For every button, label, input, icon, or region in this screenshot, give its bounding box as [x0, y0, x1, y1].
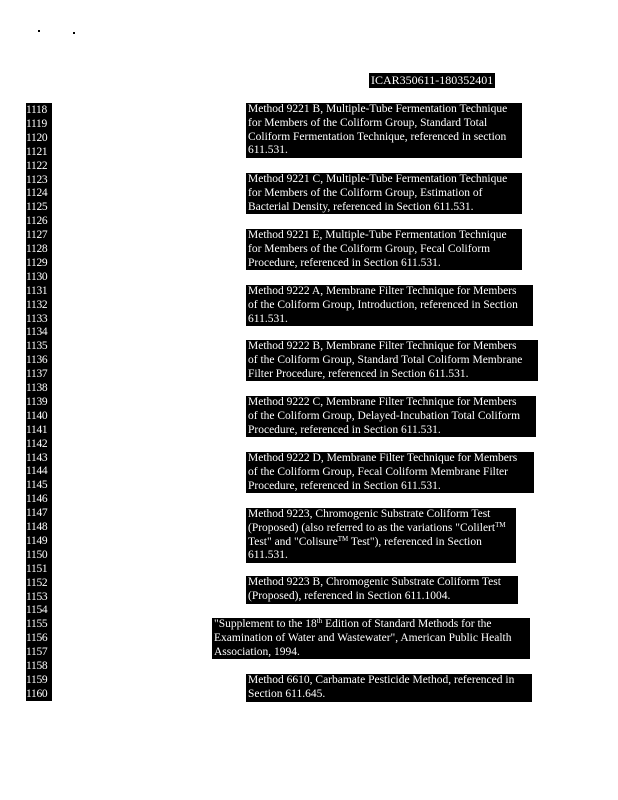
entry-line: of the Coliform Group, Introduction, referenced in Section: [248, 298, 518, 311]
entry-line-text: Edition of Standard Methods for the: [322, 618, 492, 630]
line-number: 1146: [26, 492, 52, 506]
entry-line: (Proposed), referenced in Section 611.1004.: [248, 589, 451, 602]
line-number: 1123: [26, 173, 52, 187]
entry-line: for Members of the Coliform Group, Estimation of: [248, 186, 483, 199]
line-number: 1154: [26, 603, 52, 617]
line-number: 1149: [26, 534, 52, 548]
line-number: 1141: [26, 423, 52, 437]
entry-line: 611.531.: [248, 144, 288, 157]
scan-speck: [73, 32, 75, 34]
reference-entry: [246, 229, 522, 270]
entry-line: Method 9222 A, Membrane Filter Technique for Members: [248, 285, 517, 297]
line-number: 1127: [26, 228, 52, 242]
line-number: 1160: [26, 687, 52, 701]
trademark-mark: TM: [495, 520, 506, 529]
line-number: 1126: [26, 214, 52, 228]
reference-entry: [246, 508, 516, 563]
entry-line-text: Test" and "Colisure: [248, 535, 338, 548]
ordinal-suffix: th: [316, 618, 323, 625]
line-number: 1156: [26, 631, 52, 645]
line-number: 1147: [26, 506, 52, 520]
entry-line: Method 6610, Carbamate Pesticide Method, referenced in: [248, 674, 515, 686]
line-number: 1159: [26, 673, 52, 687]
line-number: 1134: [26, 325, 52, 339]
entry-line: Method 9222 D, Membrane Filter Technique for Members: [248, 452, 518, 464]
entry-line: [248, 522, 514, 536]
reference-entry: [246, 340, 538, 381]
entry-line: Method 9222 C, Membrane Filter Technique for Members: [248, 396, 517, 408]
line-number: 1132: [26, 298, 52, 312]
scan-speck: [38, 30, 40, 32]
line-number: 1144: [26, 464, 52, 478]
entry-line: [248, 536, 514, 550]
line-number: 1137: [26, 367, 52, 381]
trademark-mark: TM: [337, 534, 349, 543]
entry-line: Section 611.645.: [248, 687, 326, 700]
reference-entry: [246, 396, 536, 437]
entry-line: Bacterial Density, referenced in Section 611.531.: [248, 200, 474, 213]
entry-line: Filter Procedure, referenced in Section 611.531.: [248, 367, 469, 380]
entry-line: of the Coliform Group, Standard Total Coliform Membrane: [248, 353, 523, 366]
line-number: 1158: [26, 659, 52, 673]
entry-line: Method 9221 B, Multiple-Tube Fermentation Technique: [248, 103, 508, 115]
entry-line: Coliform Fermentation Technique, referenced in section: [248, 130, 507, 143]
reference-entry: [246, 173, 522, 214]
line-number: 1145: [26, 478, 52, 492]
entry-line: Procedure, referenced in Section 611.531.: [248, 479, 441, 492]
line-number: 1118: [26, 103, 52, 117]
line-number: 1148: [26, 520, 52, 534]
entry-line: Method 9221 E, Multiple-Tube Fermentation Technique: [248, 229, 507, 241]
line-number: 1122: [26, 159, 52, 173]
entry-line: Method 9223, Chromogenic Substrate Coliform Test: [248, 508, 491, 520]
line-number: 1140: [26, 409, 52, 423]
entry-line: 611.531.: [248, 312, 288, 325]
line-number: 1138: [26, 381, 52, 395]
line-number: 1133: [26, 312, 52, 326]
line-number: 1150: [26, 548, 52, 562]
entry-line: 611.531.: [248, 549, 288, 562]
line-number: 1131: [26, 284, 52, 298]
entry-line: of the Coliform Group, Delayed-Incubation Total Coliform: [248, 409, 521, 422]
reference-entry: [246, 576, 518, 604]
entry-line: Procedure, referenced in Section 611.531.: [248, 256, 441, 269]
entry-line: Examination of Water and Wastewater", American Public Health: [214, 631, 512, 644]
entry-line-text: "Supplement to the 18: [214, 618, 317, 630]
entry-line-text: Test"), referenced in Section: [348, 535, 482, 548]
reference-entry: [246, 103, 522, 158]
reference-entry: [212, 618, 530, 659]
entry-line: [214, 618, 528, 632]
line-number: 1121: [26, 145, 52, 159]
line-number: 1119: [26, 117, 52, 131]
line-number: 1125: [26, 200, 52, 214]
line-number: 1152: [26, 576, 52, 590]
line-number: 1139: [26, 395, 52, 409]
line-number: 1157: [26, 645, 52, 659]
entry-line: Method 9221 C, Multiple-Tube Fermentation Technique: [248, 173, 508, 185]
entry-line: Method 9222 B, Membrane Filter Technique for Members: [248, 340, 517, 352]
entry-line: of the Coliform Group, Fecal Coliform Membrane Filter: [248, 465, 508, 478]
entry-line-text: (Proposed) (also referred to as the variations "Colilert: [248, 521, 496, 534]
line-number: 1143: [26, 451, 52, 465]
entry-line: for Members of the Coliform Group, Fecal Coliform: [248, 242, 491, 255]
reference-entry: [246, 674, 532, 702]
line-number: 1142: [26, 437, 52, 451]
line-number: 1136: [26, 353, 52, 367]
line-number: 1124: [26, 186, 52, 200]
line-number: 1151: [26, 562, 52, 576]
entry-line: Association, 1994.: [214, 645, 300, 658]
document-id: ICAR350611-180352401: [371, 73, 494, 87]
reference-entry: [246, 452, 534, 493]
reference-entry: [246, 285, 533, 326]
line-number: 1155: [26, 617, 52, 631]
line-number: 1129: [26, 256, 52, 270]
entry-line: Method 9223 B, Chromogenic Substrate Coliform Test: [248, 576, 501, 588]
line-number: 1130: [26, 270, 52, 284]
line-number: 1153: [26, 590, 52, 604]
entry-line: Procedure, referenced in Section 611.531.: [248, 423, 441, 436]
entry-line: for Members of the Coliform Group, Standard Total: [248, 116, 488, 129]
line-number: 1128: [26, 242, 52, 256]
line-number: 1135: [26, 339, 52, 353]
line-number: 1120: [26, 131, 52, 145]
